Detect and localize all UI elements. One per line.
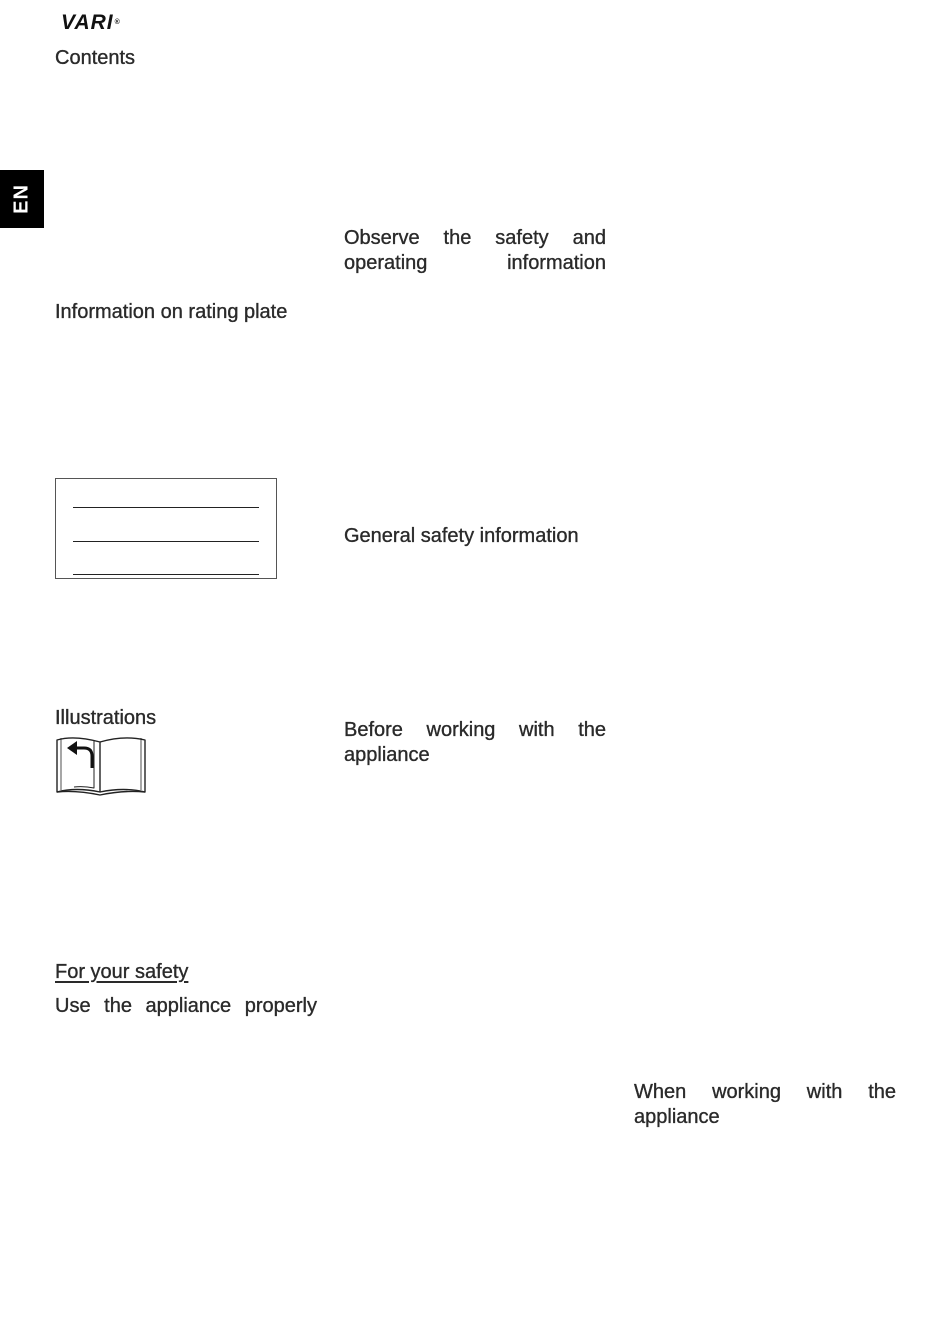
- heading-general-safety: General safety information: [344, 525, 579, 547]
- rating-plate-line: [73, 507, 259, 508]
- language-tab-label: EN: [10, 184, 33, 214]
- rating-plate-line: [73, 574, 259, 575]
- brand-logo: VARI®: [61, 11, 121, 34]
- rating-plate-line: [73, 541, 259, 542]
- heading-for-your-safety: For your safety: [55, 961, 189, 983]
- heading-illustrations: Illustrations: [55, 707, 157, 729]
- heading-observe-safety: Observe the safety and operating information: [344, 227, 606, 274]
- language-tab: [0, 170, 44, 228]
- rating-plate-box: [55, 478, 277, 579]
- heading-rating-plate: Information on rating plate: [55, 301, 288, 323]
- book-icon: [54, 734, 148, 796]
- heading-contents: Contents: [55, 47, 136, 69]
- heading-when-working: When working with the appliance: [634, 1081, 896, 1128]
- heading-use-properly: Use the appliance properly: [55, 995, 317, 1017]
- heading-before-working: Before working with the appliance: [344, 719, 606, 766]
